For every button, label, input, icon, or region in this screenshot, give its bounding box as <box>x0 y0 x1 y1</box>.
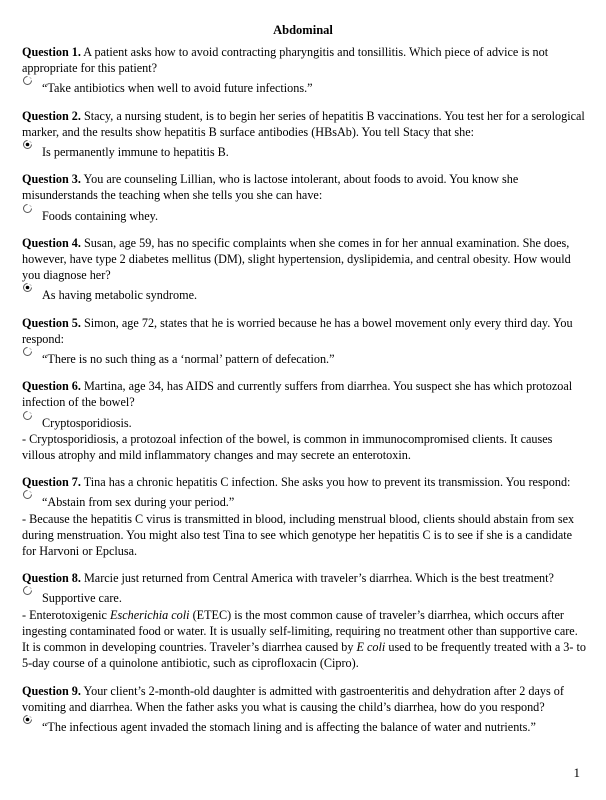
question-1-prompt: A patient asks how to avoid contracting pharyngitis and tonsillitis. Which piece of advice is not appropriate for this patient? <box>22 45 549 76</box>
question-5-label: Question 5. <box>22 315 81 330</box>
question-4-label: Question 4. <box>22 235 81 250</box>
question-5 <box>22 315 588 368</box>
question-3-prompt: You are counseling Lillian, who is lactose intolerant, about foods to avoid. You know she misunderstands the teaching when she tells you she can have: <box>22 172 519 203</box>
question-3 <box>22 171 588 224</box>
question-2-text <box>22 108 588 140</box>
question-7-prompt: Tina has a chronic hepatitis C infection. She asks you how to prevent its transmission. You respond: <box>83 475 571 490</box>
question-3-text <box>22 171 588 203</box>
radio-unselected-icon[interactable] <box>22 75 33 86</box>
radio-unselected-icon[interactable] <box>22 346 33 357</box>
question-1-text <box>22 44 588 76</box>
question-6-answer[interactable] <box>22 415 588 431</box>
question-2 <box>22 108 588 161</box>
rationale-part: - Enterotoxigenic <box>22 607 110 622</box>
radio-unselected-icon[interactable] <box>22 585 33 596</box>
question-5-answer-text: “There is no such thing as a ‘normal’ pattern of defecation.” <box>42 352 335 367</box>
question-5-answer[interactable] <box>22 351 588 367</box>
question-1-label: Question 1. <box>22 45 81 59</box>
question-6-rationale: - Cryptosporidiosis, a protozoal infection of the bowel, is common in immunocompromised clients. It causes villous atrophy and mild inflammatory changes and may secrete an enterotoxin. <box>22 431 553 463</box>
question-1-answer-text: “Take antibiotics when well to avoid future infections.” <box>42 81 313 96</box>
question-9-text <box>22 683 588 715</box>
question-7-answer[interactable] <box>22 494 588 510</box>
question-4-answer-text: As having metabolic syndrome. <box>42 288 198 303</box>
question-9-prompt: Your client’s 2-month-old daughter is admitted with gastroenteritis and dehydration after 2 days of vomiting and diarrhea. When the father asks you what is causing the child’s diarrhea, how do you respond? <box>22 683 564 714</box>
question-7-rationale: - Because the hepatitis C virus is transmitted in blood, including menstrual blood, clients should abstain from sex during menstruation. You might also test Tina to see which genotype her hepatitis C is to see if she is a candidate for Harvoni or Epclusa. <box>22 511 575 559</box>
radio-unselected-icon[interactable] <box>22 410 33 421</box>
page-title: Abdominal <box>273 23 333 37</box>
radio-selected-icon[interactable] <box>22 282 33 293</box>
question-3-answer-text: Foods containing whey. <box>42 208 158 223</box>
question-8 <box>22 570 588 671</box>
question-7 <box>22 474 588 559</box>
question-2-label: Question 2. <box>22 108 81 123</box>
question-4-prompt: Susan, age 59, has no specific complaints when she comes in for her annual examination. She does, however, have type 2 diabetes mellitus (DM), slight hypertension, dyslipidemia, and central obesity. How would you diagnose her? <box>22 235 571 283</box>
question-4-text <box>22 235 588 284</box>
question-7-answer-text: “Abstain from sex during your period.” <box>42 495 235 510</box>
question-8-text <box>22 570 588 586</box>
question-5-prompt: Simon, age 72, states that he is worried because he has a bowel movement only every third day. You respond: <box>22 315 573 346</box>
rationale-part: (ETEC) is the most common cause of traveler’s diarrhea, which occurs after ingesting contaminated food or water. It is usually self-limiting, requiring no treatment other than supportive care. It is common in developing countries. Traveler’s diarrhea caused by <box>22 607 578 655</box>
question-8-rationale <box>22 607 588 672</box>
page-number: 1 <box>573 765 580 780</box>
question-9 <box>22 683 588 736</box>
question-3-answer[interactable] <box>22 208 588 224</box>
question-6 <box>22 378 588 463</box>
question-list <box>22 44 588 746</box>
question-1 <box>22 44 588 97</box>
question-6-text <box>22 378 588 410</box>
question-7-label: Question 7. <box>22 475 81 490</box>
question-9-answer-text: “The infectious agent invaded the stomach lining and is affecting the balance of water and nutrients.” <box>42 719 536 734</box>
question-3-label: Question 3. <box>22 172 81 187</box>
question-6-label: Question 6. <box>22 379 81 394</box>
question-4-answer[interactable] <box>22 287 588 303</box>
question-8-label: Question 8. <box>22 571 81 586</box>
question-1-answer[interactable] <box>22 80 588 96</box>
rationale-italic-term: Escherichia coli <box>110 607 190 622</box>
question-9-label: Question 9. <box>22 683 81 698</box>
question-6-answer-text: Cryptosporidiosis. <box>42 415 132 430</box>
question-5-text <box>22 315 588 347</box>
rationale-part: used to be frequently treated with a 3- to 5-day course of a quinolone antibiotic, such as ciprofloxacin (Cipro). <box>22 640 586 671</box>
question-6-prompt: Martina, age 34, has AIDS and currently suffers from diarrhea. You suspect she has which protozoal infection of the bowel? <box>22 379 573 410</box>
radio-unselected-icon[interactable] <box>22 203 33 214</box>
question-8-prompt: Marcie just returned from Central America with traveler’s diarrhea. Which is the best treatment? <box>83 571 554 586</box>
question-8-answer[interactable] <box>22 590 588 606</box>
rationale-italic-term: E coli <box>356 640 386 655</box>
radio-selected-icon[interactable] <box>22 139 33 150</box>
question-4 <box>22 235 588 304</box>
question-8-answer-text: Supportive care. <box>42 591 122 606</box>
question-2-prompt: Stacy, a nursing student, is to begin her series of hepatitis B vaccinations. You test her for a serological marker, and the results show hepatitis B surface antibodies (HBsAb). You tell Stacy that she: <box>22 108 585 139</box>
radio-unselected-icon[interactable] <box>22 489 33 500</box>
question-7-text <box>22 474 588 490</box>
question-2-answer-text: Is permanently immune to hepatitis B. <box>42 145 229 160</box>
radio-selected-icon[interactable] <box>22 714 33 725</box>
question-9-answer[interactable] <box>22 719 588 735</box>
question-2-answer[interactable] <box>22 144 588 160</box>
